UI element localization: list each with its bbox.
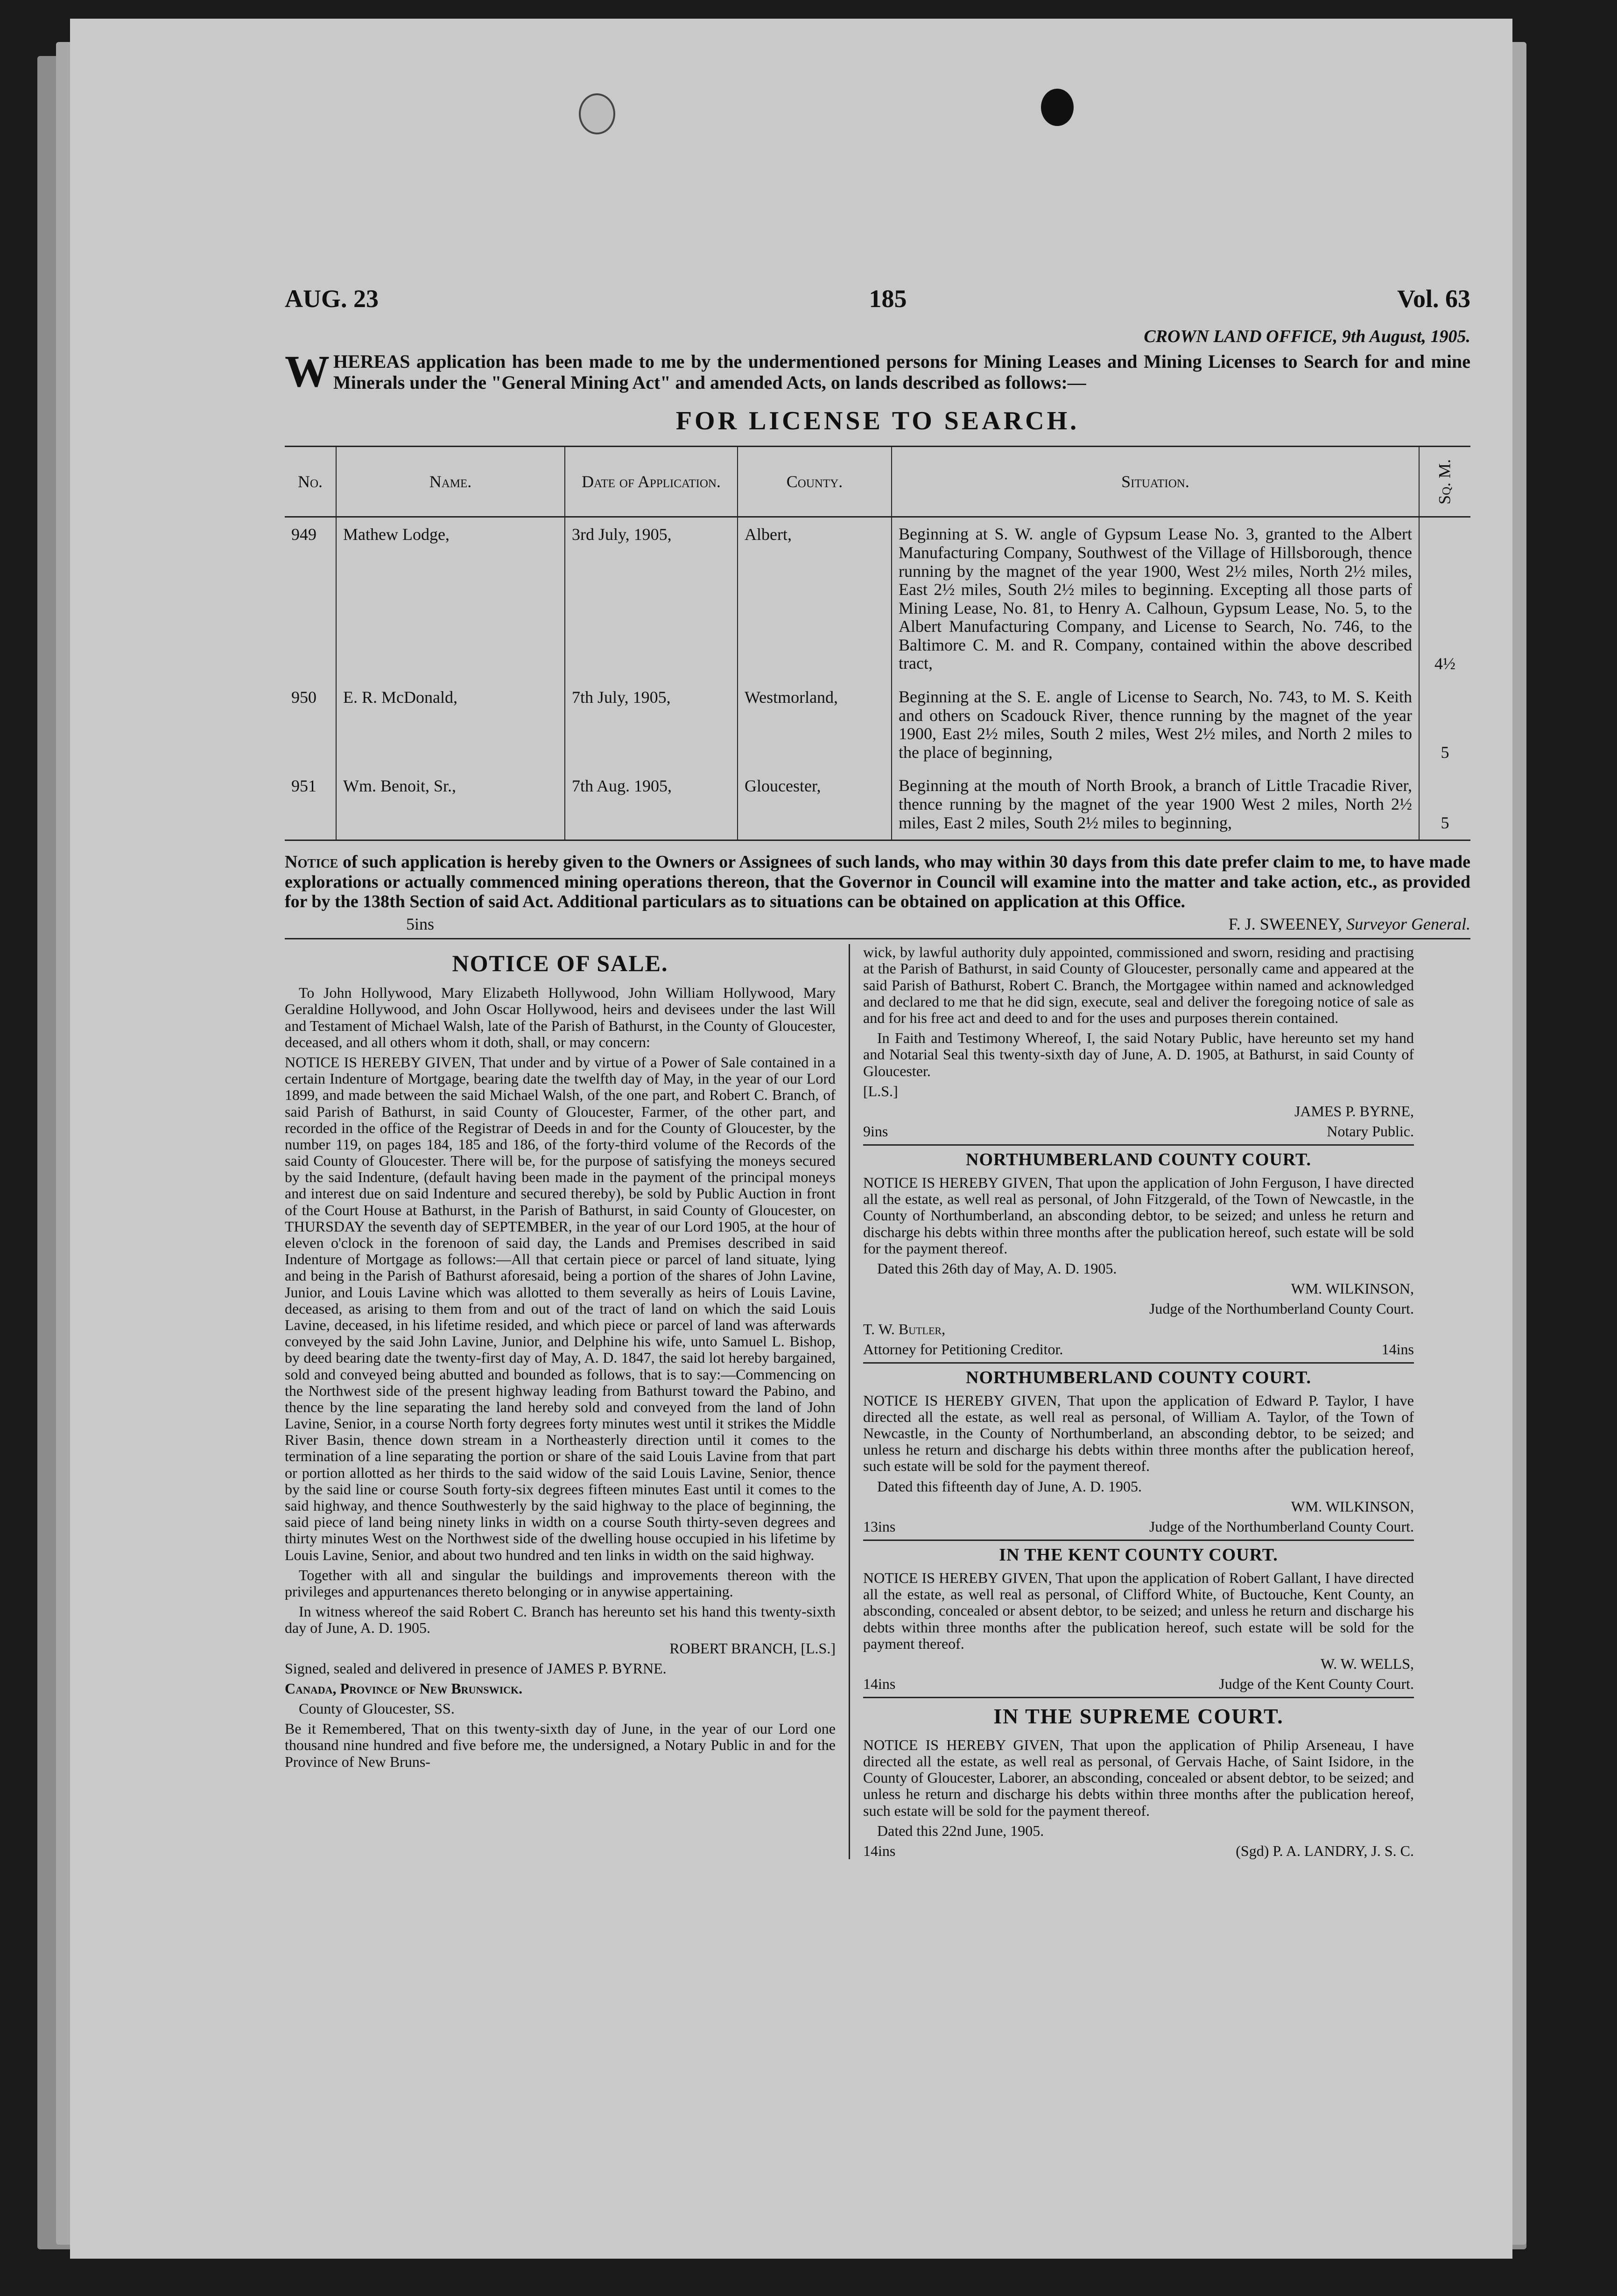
row-situation: Beginning at the mouth of North Brook, a branch of Little Tracadie River, thence running by the magnet of the year 1900 West 2 miles, North 2½ miles, East 2 miles, South 2½ miles to beginning,	[892, 769, 1419, 840]
whereas-paragraph	[285, 346, 1470, 397]
northumberland-sig-2	[863, 1519, 1414, 1535]
notice-signature	[285, 915, 1470, 933]
northumberland-body-2: NOTICE IS HEREBY GIVEN, That upon the application of Edward P. Taylor, I have directed all the estate, as well real as personal, of William A. Taylor, of the Town of Newcastle, in the County of Northumberland, an absconding debtor, to be seized; and unless he return and discharge his debts within three months after the publication hereof, such estate will be sold for the payment thereof.	[863, 1392, 1414, 1475]
notary-title: Notary Public.	[1327, 1123, 1414, 1140]
kent-judge-title: Judge of the Kent County Court.	[1219, 1675, 1414, 1693]
northumberland-ins-2: 13ins	[863, 1518, 896, 1535]
row-sqm: 5	[1419, 680, 1470, 769]
row-name: Mathew Lodge,	[336, 517, 565, 680]
drop-cap: W	[285, 346, 330, 397]
sale-body: NOTICE IS HEREBY GIVEN, That under and by virtue of a Power of Sale contained in a certain Indenture of Mortgage, bearing date the twelfth day of May, in the year of our Lord 1899, and made between the said Michael Walsh, of the one part, and Robert C. Branch, of said Parish of Bathurst, in said County of Gloucester, Farmer, of the other part, and recorded in the office of the Registrar of Deeds in and for the County of Gloucester, by the number 119, on pages 184, 185 and 186, of the forty-third volume of the Records of the said County of Gloucester. There will be, for the purpose of satisfying the moneys secured by the said Indenture, (default having been made in the payment of the principal moneys and interest due on said Indenture and secured thereby), be sold by Public Auction in front of the Court House at Bathurst, in the Parish of Bathurst, in said County of Gloucester, on THURSDAY the seventh day of SEPTEMBER, in the year of our Lord 1905, at the hour of eleven o'clock in the forenoon of said day, the Lands and Premises described in said Indenture of Mortgage as follows:—All that certain piece or parcel of land situate, lying and being in the Parish of Bathurst aforesaid, being a portion of the shares of John Lavine, Junior, and Louis Lavine which was allotted to them severally as heirs of Louis Lavine, deceased, as arising to them from and out of the tract of land on which the said Louis Lavine, deceased, in his lifetime resided, and which piece or parcel of land was afterwards conveyed by the said John Lavine, Junior, and Delphine his wife, unto Samuel L. Bishop, by deed bearing date the twenty-first day of May, A. D. 1847, the said lot hereby bargained, sold and conveyed being abutted and bounded as follows, that is to say:—Commencing on the Northwest side of the present highway leading from Bathurst toward the Pabino, and thence by the line separating the land hereby sold and conveyed from the land of John Lavine, Senior, in a course North forty degrees forty minutes west until it strikes the Middle River Basin, thence down stream in a Northeasterly direction until it comes to the termination of a line separating the portion or share of the said Louis Lavine from that part or portion allotted as her thirds to the said widow of the said Louis Lavine, Senior, thence by the said line or course South forty-six degrees fifteen minutes East until it comes to the said highway, and thence Southwesterly by the said highway to the place of beginning, the said piece of land being ninety links in width on a course South thirty-seven degrees and thirty minutes West on the Northwest side of the dwelling house occupied in his lifetime by Louis Lavine, Senior, and about two hundred and ten links in width on the said highway.	[285, 1053, 836, 1563]
supreme-ins: 14ins	[863, 1842, 896, 1860]
insertion-count: 5ins	[406, 914, 435, 933]
supreme-dated: Dated this 22nd June, 1905.	[877, 1822, 1044, 1839]
table-row	[285, 680, 1470, 769]
header-date: Date of Application.	[565, 447, 738, 517]
row-county: Westmorland,	[738, 680, 892, 769]
row-county: Albert,	[738, 517, 892, 680]
column-divider	[849, 944, 850, 1859]
table-row	[285, 517, 1470, 680]
punch-hole-filled	[1041, 89, 1074, 126]
northumberland-judge-title-1: Judge of the Northumberland County Court.	[1149, 1300, 1414, 1317]
header-situation: Situation.	[892, 447, 1419, 517]
supreme-signature: (Sgd) P. A. LANDRY, J. S. C.	[1236, 1842, 1414, 1860]
page-header	[285, 285, 1470, 327]
row-date: 7th Aug. 1905,	[565, 769, 738, 840]
northumberland-judge-title-2: Judge of the Northumberland County Court.	[1149, 1518, 1414, 1535]
notice-text: of such application is hereby given to the Owners or Assignees of such lands, who may within 30 days from this date prefer claim to me, to have made explorations or actually commenced mining operations thereon, that the Governor in Council will examine into the matter and take action, etc., as provided for by the 138th Section of said Act. Additional particulars as to situations can be obtained on application at this Office.	[285, 852, 1470, 912]
supreme-title: IN THE SUPREME COURT.	[993, 1704, 1284, 1729]
notary-name: JAMES P. BYRNE,	[1294, 1102, 1414, 1120]
crown-office-line: CROWN LAND OFFICE, 9th August, 1905.	[1144, 327, 1470, 347]
sale-remembered: Be it Remembered, That on this twenty-sixth day of June, in the year of our Lord one thousand nine hundred and five before me, the undersigned, a Notary Public in and for the Province of New Bruns-	[285, 1720, 836, 1770]
notice-lead: Notice	[285, 852, 338, 872]
notice-of-sale-title: NOTICE OF SALE.	[452, 950, 668, 977]
license-title: FOR LICENSE TO SEARCH.	[675, 406, 1080, 435]
notary-ins: 9ins	[863, 1123, 888, 1140]
header-no: No.	[285, 447, 336, 517]
page-number: 185	[869, 285, 907, 313]
whereas-text: HEREAS application has been made to me by the undermentioned persons for Mining Leases and Mining Licenses to Search for and mine Minerals under the "General Mining Act" and amended Acts, on lands described as follows:—	[333, 351, 1470, 393]
northumberland-title-1: NORTHUMBERLAND COUNTY COURT.	[966, 1150, 1311, 1170]
kent-judge: W. W. WELLS,	[1320, 1655, 1414, 1672]
attorney-ins: 14ins	[1381, 1340, 1414, 1358]
issue-date: AUG. 23	[285, 285, 379, 313]
notary-sig-block	[863, 1123, 1414, 1140]
notary-faith: In Faith and Testimony Whereof, I, the said Notary Public, have hereunto set my hand and Notarial Seal this twenty-sixth day of June, A. D. 1905, at Bathurst, in said County of Gloucester.	[863, 1029, 1414, 1079]
row-date: 3rd July, 1905,	[565, 517, 738, 680]
row-sqm: 5	[1419, 769, 1470, 840]
divider	[863, 1144, 1414, 1146]
attorney-block	[863, 1341, 1414, 1358]
supreme-body: NOTICE IS HEREBY GIVEN, That upon the application of Philip Arseneau, I have directed all the estate, as well real as personal, of Gervais Hache, of Saint Isidore, in the County of Gloucester, Laborer, an absconding, concealed or absent debtor, to be seized; and unless he return and discharge his debts within three months after the publication hereof, such estate will be sold for the payment thereof.	[863, 1736, 1414, 1819]
signatory	[1229, 915, 1470, 933]
kent-body: NOTICE IS HEREBY GIVEN, That upon the application of Robert Gallant, I have directed all the estate, as well real as personal, of Clifford White, of Buctouche, Kent County, an absconding, concealed or absent debtor, to be seized; and unless he return and discharge his debts within three months after the publication hereof, such estate will be sold for the payment thereof.	[863, 1569, 1414, 1652]
notary-seal: [L.S.]	[863, 1082, 898, 1099]
sale-signed: Signed, sealed and delivered in presence of JAMES P. BYRNE.	[285, 1659, 667, 1677]
row-name: E. R. McDonald,	[336, 680, 565, 769]
divider	[863, 1362, 1414, 1364]
table-row	[285, 769, 1470, 840]
license-table	[285, 446, 1470, 841]
header-sqm: Sq. M.	[1419, 447, 1470, 517]
signatory-title: Surveyor General.	[1346, 914, 1470, 933]
kent-title: IN THE KENT COUNTY COURT.	[999, 1545, 1278, 1565]
northumberland-judge-1: WM. WILKINSON,	[1291, 1280, 1414, 1297]
sale-county: County of Gloucester, SS.	[299, 1700, 455, 1717]
row-name: Wm. Benoit, Sr.,	[336, 769, 565, 840]
sale-together: Together with all and singular the buildings and improvements thereon with the privileges and appurtenances thereto belonging or in anywise appertaining.	[285, 1566, 836, 1600]
right-column	[863, 944, 1414, 1859]
row-situation: Beginning at S. W. angle of Gypsum Lease No. 3, granted to the Albert Manufacturing Company, Southwest of the Village of Hillsborough, thence running by the magnet of the year 1900, West 2½ miles, North 2½ miles, East 2½ miles, South 2½ miles to beginning. Excepting all those parts of Mining Lease, No. 81, to Henry A. Calhoun, Gypsum Lease, No. 5, to the Albert Manufacturing Company, and License to Search, No. 746, to the Baltimore C. M. and R. Company, contained within the above described tract,	[892, 517, 1419, 680]
gazette-page	[70, 19, 1512, 2259]
volume-number: Vol. 63	[1397, 285, 1470, 313]
sale-address: To John Hollywood, Mary Elizabeth Hollywood, John William Hollywood, Mary Geraldine Hollywood, and John Oscar Hollywood, heirs and devisees under the last Will and Testament of Michael Walsh, late of the Parish of Bathurst, in the County of Gloucester, deceased, and all others whom it doth, shall, or may concern:	[285, 984, 836, 1050]
divider	[863, 1697, 1414, 1698]
northumberland-body-1: NOTICE IS HEREBY GIVEN, That upon the application of John Ferguson, I have directed all the estate, as well real as personal, of John Fitzgerald, of the Town of Newcastle, in the County of Northumberland, an absconding debtor, to be seized; and unless he return and discharge his debts within three months after the publication hereof, such estate will be sold for the payment thereof.	[863, 1174, 1414, 1257]
row-no: 949	[291, 525, 316, 544]
page-content	[285, 285, 1470, 1859]
supreme-sig	[863, 1843, 1414, 1859]
kent-ins: 14ins	[863, 1675, 896, 1693]
punch-hole-open	[579, 93, 615, 134]
divider	[285, 938, 1470, 939]
northumberland-dated-2: Dated this fifteenth day of June, A. D. 1905.	[877, 1477, 1142, 1495]
left-column	[285, 944, 836, 1859]
northumberland-dated-1: Dated this 26th day of May, A. D. 1905.	[877, 1260, 1117, 1277]
kent-sig	[863, 1676, 1414, 1692]
header-name: Name.	[336, 447, 565, 517]
row-situation: Beginning at the S. E. angle of License to Search, No. 743, to M. S. Keith and others on Scadouck River, thence running by the magnet of the year 1900, East 2½ miles, South 2 miles, West 2½ miles, and North 2 miles to the place of beginning,	[892, 680, 1419, 769]
divider	[863, 1540, 1414, 1541]
attorney-label: Attorney for Petitioning Creditor.	[863, 1340, 1063, 1358]
northumberland-title-2: NORTHUMBERLAND COUNTY COURT.	[966, 1367, 1311, 1387]
two-columns	[285, 944, 1470, 1859]
row-no: 951	[291, 777, 316, 796]
northumberland-judge-2: WM. WILKINSON,	[1291, 1498, 1414, 1515]
row-date: 7th July, 1905,	[565, 680, 738, 769]
row-sqm: 4½	[1419, 517, 1470, 680]
sale-robert-branch: ROBERT BRANCH, [L.S.]	[669, 1639, 836, 1657]
sale-witness: In witness whereof the said Robert C. Branch has hereunto set his hand this twenty-sixth day of June, A. D. 1905.	[285, 1603, 836, 1637]
sale-canada: Canada, Province of New Brunswick.	[285, 1680, 523, 1697]
license-table-header	[285, 447, 1470, 517]
header-county: County.	[738, 447, 892, 517]
notice-paragraph	[285, 852, 1470, 912]
notary-continuation: wick, by lawful authority duly appointed, commissioned and sworn, residing and practising at the Parish of Bathurst, in said County of Gloucester, personally came and appeared at the said Parish of Bathurst, Robert C. Branch, the Mortgagee within named and acknowledged and declared to me that he did sign, execute, seal and deliver the foregoing notice of sale as and for his free act and deed to and for the uses and purposes therein contained.	[863, 944, 1414, 1026]
row-county: Gloucester,	[738, 769, 892, 840]
attorney-name: T. W. Butler,	[863, 1320, 946, 1337]
row-no: 950	[291, 688, 316, 707]
signatory-name: F. J. SWEENEY,	[1228, 914, 1343, 933]
